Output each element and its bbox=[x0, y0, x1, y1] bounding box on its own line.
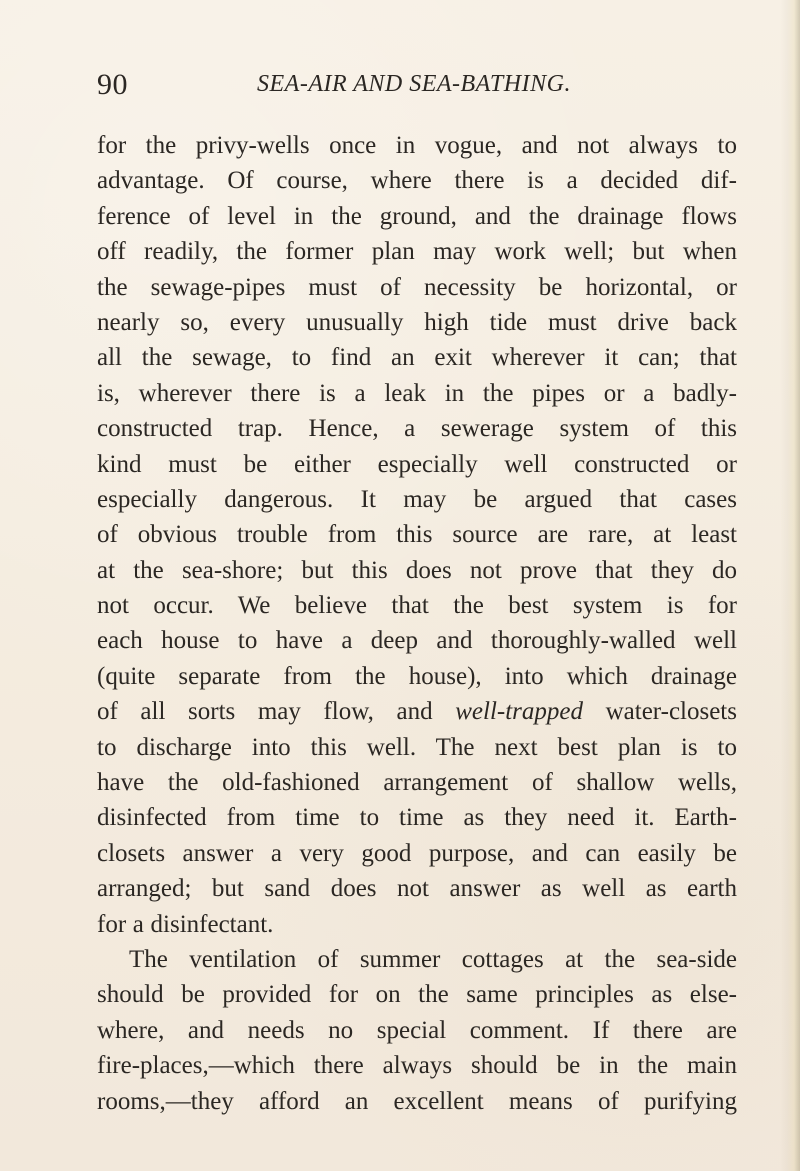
page-number: 90 bbox=[97, 68, 128, 101]
text-line-17-before: of all sorts may flow, and bbox=[97, 698, 456, 726]
text-line-19: have the old-fashioned arrangement of shallow wells, bbox=[97, 769, 737, 797]
text-line-3: ference of level in the ground, and the drainage flows bbox=[97, 202, 737, 230]
text-line-16: (quite separate from the house), into which drainage bbox=[97, 662, 737, 690]
running-title: SEA-AIR AND SEA-BATHING. bbox=[257, 71, 571, 97]
text-line-17-italic: well-trapped bbox=[455, 698, 583, 726]
text-line-18: to discharge into this well. The next best plan is to bbox=[97, 733, 737, 761]
page-edge-shadow bbox=[780, 0, 800, 1171]
text-line-9: constructed trap. Hence, a sewerage system of this bbox=[97, 415, 737, 443]
text-line-25: should be provided for on the same principles as else- bbox=[97, 981, 737, 1009]
text-line-15: each house to have a deep and thoroughly-walled well bbox=[97, 627, 737, 655]
text-line-1: for the privy-wells once in vogue, and not always to bbox=[97, 132, 737, 159]
text-line-2: advantage. Of course, where there is a decided dif- bbox=[97, 167, 737, 195]
text-line-4: off readily, the former plan may work well; but when bbox=[97, 238, 737, 266]
text-line-26: where, and needs no special comment. If there are bbox=[97, 1016, 737, 1044]
text-line-10: kind must be either especially well constructed or bbox=[97, 450, 737, 478]
page-text bbox=[97, 128, 737, 1119]
text-line-8: is, wherever there is a leak in the pipes or a badly- bbox=[97, 379, 737, 407]
text-line-6: nearly so, every unusually high tide must drive back bbox=[97, 308, 737, 336]
text-line-5: the sewage-pipes must of necessity be horizontal, or bbox=[97, 273, 737, 301]
text-line-21: closets answer a very good purpose, and can easily be bbox=[97, 839, 737, 867]
text-line-28: rooms,—they afford an excellent means of purifying bbox=[97, 1087, 737, 1115]
text-line-17 bbox=[97, 694, 737, 729]
text-line-7: all the sewage, to find an exit wherever it can; that bbox=[97, 344, 737, 372]
text-line-23: for a disinfectant. bbox=[97, 910, 274, 938]
text-line-12: of obvious trouble from this source are rare, at least bbox=[97, 521, 737, 549]
text-line-17-after: water-closets bbox=[583, 698, 737, 726]
text-line-27: fire-places,—which there always should be in the main bbox=[97, 1052, 737, 1080]
text-line-24: The ventilation of summer cottages at the sea-side bbox=[129, 945, 737, 973]
text-line-14: not occur. We believe that the best system is for bbox=[97, 592, 737, 620]
text-line-13: at the sea-shore; but this does not prove that they do bbox=[97, 556, 737, 584]
text-line-20: disinfected from time to time as they need it. Earth- bbox=[97, 804, 737, 832]
page-header bbox=[97, 70, 737, 102]
text-line-11: especially dangerous. It may be argued that cases bbox=[97, 485, 737, 513]
text-line-22: arranged; but sand does not answer as well as earth bbox=[97, 875, 737, 903]
